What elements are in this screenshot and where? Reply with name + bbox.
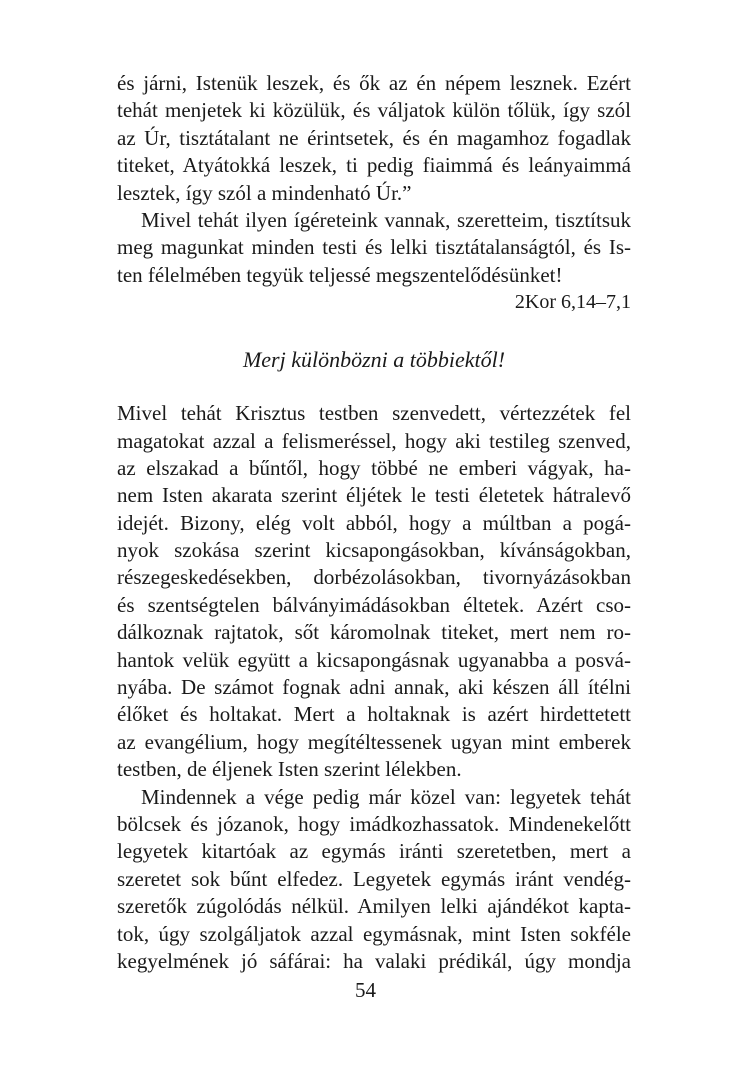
paragraph-main — [117, 400, 631, 783]
paragraph-exhortation — [117, 207, 631, 289]
text-line: tehát menjetek ki közülük, és váljatok külön tőlük, így szól — [117, 98, 631, 123]
text-line: titeket, Atyátokká leszek, ti pedig fiaimmá és leányaimmá — [117, 153, 631, 178]
text-line: az Úr, tisztátalant ne érintsetek, és én magamhoz fogadlak — [117, 125, 631, 150]
text-line: testben, de éljenek Isten szerint lélekben. — [117, 757, 462, 782]
text-line: az elszakad a bűntől, hogy többé ne emberi vágyak, ha- — [117, 455, 631, 480]
text-line: idejét. Bizony, elég volt abból, hogy a múltban a pogá- — [117, 510, 631, 535]
section-heading: Merj különbözni a többiektől! — [242, 347, 506, 373]
text-line: lesztek, így szól a mindenható Úr.” — [117, 180, 412, 205]
text-line: részegeskedésekben, dorbézolásokban, tivornyázásokban — [117, 565, 631, 590]
text-line: hantok velük együtt a kicsapongásnak ugyanabba a posvá- — [117, 647, 631, 672]
text-line: az evangélium, hogy megítéltessenek ugyan mint emberek — [117, 729, 631, 754]
text-line: tok, úgy szolgáljatok azzal egymásnak, mint Isten sokféle — [117, 921, 631, 946]
text-line: dálkoznak rajtatok, sőt káromolnak titeket, mert nem ro- — [117, 620, 631, 645]
text-line: Mindennek a vége pedig már közel van: legyetek tehát — [141, 784, 631, 809]
text-line: és szentségtelen bálványimádásokban éltetek. Azért cso- — [117, 592, 631, 617]
text-line: és járni, Istenük leszek, és ők az én népem lesznek. Ezért — [117, 71, 631, 95]
text-line: nem Isten akarata szerint éljétek le testi életetek hátralevő — [117, 483, 631, 508]
text-line: szeretet sok bűnt elfedez. Legyetek egymás iránt vendég- — [117, 866, 631, 891]
text-line: kegyelmének jó sáfárai: ha valaki prédikál, úgy mondja — [117, 948, 631, 973]
text-line: Mivel tehát Krisztus testben szenvedett, vértezzétek fel — [117, 401, 631, 426]
paragraph-quote-end — [117, 70, 631, 207]
text-line: nyába. De számot fognak adni annak, aki készen áll ítélni — [117, 675, 631, 700]
text-line: magatokat azzal a felismeréssel, hogy aki testileg szenved, — [117, 428, 631, 453]
paragraph-closing — [117, 784, 631, 976]
text-line: legyetek kitartóak az egymás iránti szeretetben, mert a — [117, 839, 631, 864]
text-line: ten félelmében tegyük teljessé megszentelődésünket! — [117, 262, 563, 287]
text-line: szeretők zúgolódás nélkül. Amilyen lelki ajándékot kapta- — [117, 894, 631, 919]
text-line: Mivel tehát ilyen ígéreteink vannak, szeretteim, tisztítsuk — [141, 207, 631, 232]
scripture-citation: 2Kor 6,14–7,1 — [514, 291, 631, 314]
page-number: 54 — [355, 978, 376, 1002]
text-line: meg magunkat minden testi és lelki tisztátalanságtól, és Is- — [117, 235, 631, 260]
page-body — [117, 70, 631, 975]
text-line: nyok szokása szerint kicsapongásokban, kívánságokban, — [117, 538, 631, 563]
text-line: élőket és holtakat. Mert a holtaknak is azért hirdettetett — [117, 702, 631, 727]
text-line: bölcsek és józanok, hogy imádkozhassatok. Mindenekelőtt — [117, 811, 631, 836]
